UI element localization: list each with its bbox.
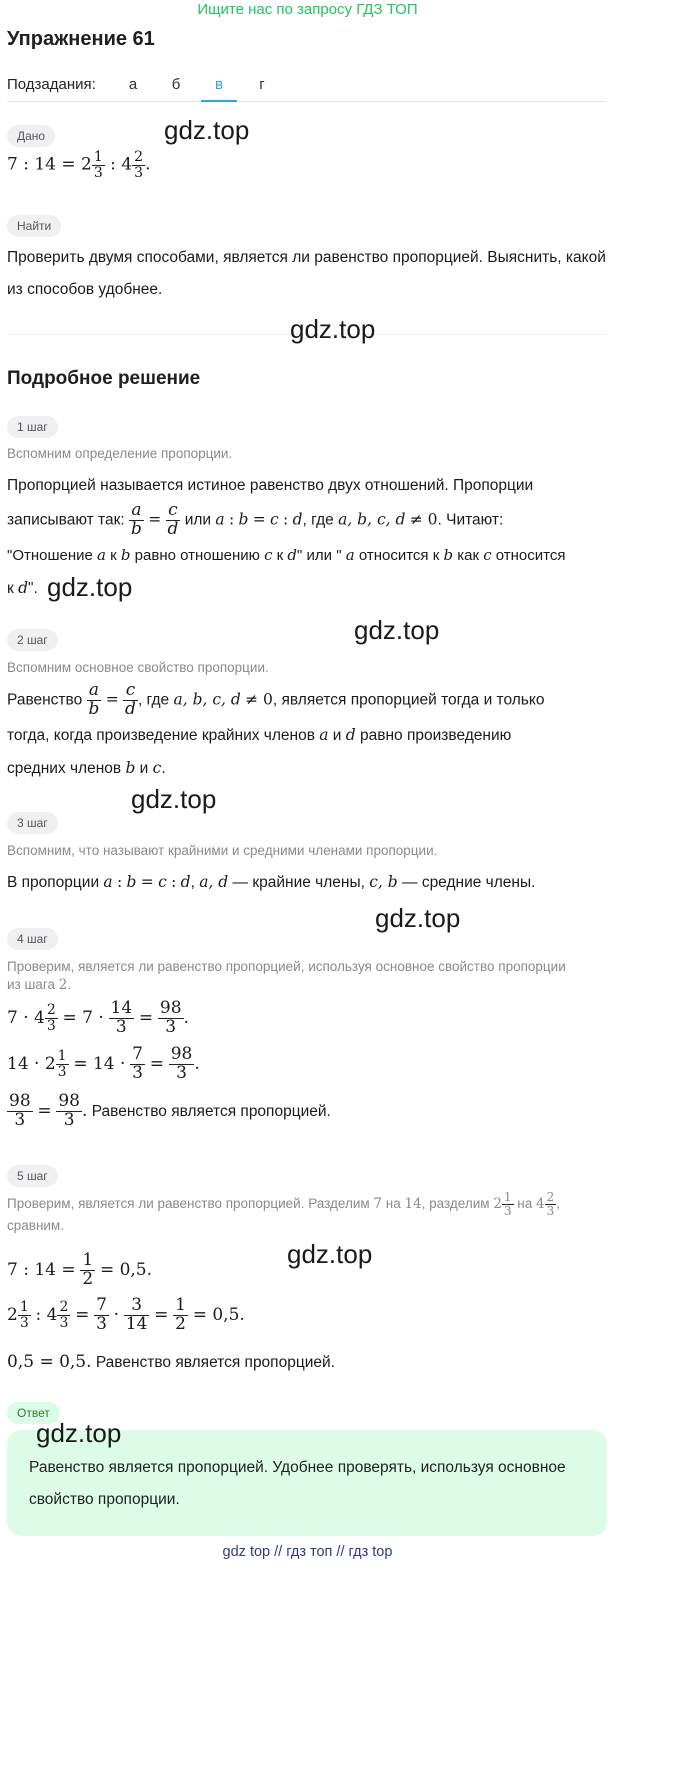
page-title: Упражнение 61 — [7, 28, 155, 50]
subtasks-tabs — [7, 72, 607, 102]
step-chip: 3 шаг — [7, 812, 58, 834]
given-formula: 7 : 14 = 2 $\frac{1}{3}$ : 4 $\frac{2}{3}$ . — [7, 149, 151, 181]
step-line: 7 : 14 = $\frac{1}{2}$ = 0,5. — [7, 1250, 153, 1289]
step-chip: 4 шаг — [7, 928, 58, 950]
watermark: gdz.top — [354, 615, 440, 645]
watermark: gdz.top — [290, 314, 376, 344]
step-chip: 1 шаг — [7, 416, 58, 438]
watermark: gdz.top — [287, 1239, 373, 1269]
watermark: gdz.top — [36, 1418, 122, 1448]
step-hint: Проверим, является ли равенство пропорцией. Разделим 7 на 14, разделим 2 $\frac{1}{3}$ на 4 $\frac{2}{3}$ , сравним. — [7, 1190, 561, 1233]
tab-a[interactable]: а — [128, 76, 138, 93]
step-line: $\frac{98}{3}$ = $\frac{98}{3}$ . Равенство является пропорцией. — [9, 1091, 331, 1130]
answer-text: Равенство является пропорцией. Удобнее проверять, используя основное свойство пропорции. — [29, 1459, 566, 1508]
watermark: gdz.top — [131, 784, 217, 814]
tab-b[interactable]: б — [171, 76, 181, 93]
step-hint: Вспомним определение пропорции. — [7, 446, 233, 461]
step-chip: 2 шаг — [7, 629, 58, 651]
watermark: gdz.top — [375, 903, 461, 933]
step-line: 2 $\frac{1}{3}$ : 4 $\frac{2}{3}$ = $\frac{7}{3}$ · $\frac{3}{14}$ = $\frac{1}{2}$ = 0,5. — [7, 1295, 245, 1334]
step-hint: Вспомним, что называют крайними и средними членами пропорции. — [7, 843, 438, 858]
step-line: 0,5 = 0,5. Равенство является пропорцией. — [7, 1352, 335, 1372]
step-text: Пропорцией называется истиное равенство двух отношений. Пропорции записывают так: $\frac{a}{b}$ = $\frac{c}{d}$ или a : b = c : d, где a, b, c, d ≠ 0. Читают: "Отношение a к b равно отношению c к d" или " a относится к b как c относится к d". — [7, 477, 566, 597]
watermark: gdz.top — [164, 115, 250, 145]
step-hint: Вспомним основное свойство пропорции. — [7, 660, 269, 675]
footer-links[interactable]: gdz top // гдз топ // гдз top — [222, 1544, 393, 1560]
tab-v[interactable]: в — [201, 76, 237, 102]
find-chip: Найти — [7, 215, 61, 237]
solution-title: Подробное решение — [7, 368, 201, 389]
watermark: gdz.top — [47, 572, 133, 602]
given-chip: Дано — [7, 125, 55, 147]
step-text: Равенство $\frac{a}{b}$ = $\frac{c}{d}$ , где a, b, c, d ≠ 0, является пропорцией тогда и только тогда, когда произведение крайних членов a и d равно произведению средних членов b и c. — [7, 680, 545, 777]
find-text: Проверить двумя способами, является ли равенство пропорцией. Выяснить, какой из способов удобнее. — [7, 249, 606, 298]
step-text: В пропорции a : b = c : d, a, d — крайние члены, c, b — средние члены. — [7, 873, 536, 891]
tab-g[interactable]: г — [259, 76, 265, 93]
answer-chip: Ответ — [7, 1402, 60, 1424]
step-chip: 5 шаг — [7, 1165, 58, 1187]
search-banner: Ищите нас по запросу ГДЗ ТОП — [197, 1, 418, 18]
step-line: 7 · 4 $\frac{2}{3}$ = 7 · $\frac{14}{3}$ = $\frac{98}{3}$ . — [7, 998, 189, 1037]
step-line: 14 · 2 $\frac{1}{3}$ = 14 · $\frac{7}{3}$ = $\frac{98}{3}$ . — [7, 1044, 200, 1083]
subtasks-label: Подзадания: — [7, 76, 96, 93]
step-hint: Проверим, является ли равенство пропорцией, используя основное свойство пропорции из шага 2. — [7, 959, 566, 993]
